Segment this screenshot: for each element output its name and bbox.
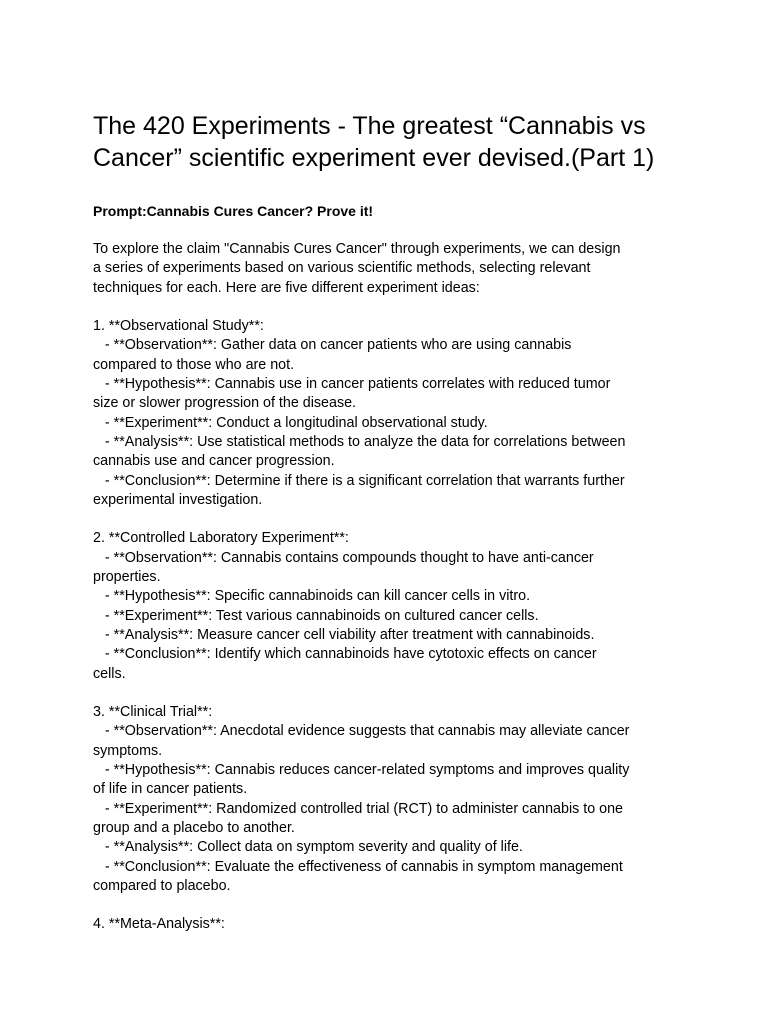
section-line: - **Observation**: Cannabis contains compounds thought to have anti-cancer (93, 549, 594, 566)
section-clinical-trial (93, 703, 693, 896)
section-line: - **Conclusion**: Determine if there is a significant correlation that warrants further (93, 472, 625, 489)
section-line: - **Observation**: Anecdotal evidence suggests that cannabis may alleviate cancer (93, 723, 630, 740)
section-heading: 2. **Controlled Laboratory Experiment**: (93, 530, 349, 547)
section-line: - **Analysis**: Measure cancer cell viability after treatment with cannabinoids. (93, 626, 595, 643)
section-heading: 4. **Meta-Analysis**: (93, 916, 225, 933)
section-line: of life in cancer patients. (93, 781, 248, 798)
section-line: experimental investigation. (93, 491, 263, 508)
section-meta-analysis (93, 915, 693, 934)
section-line: - **Analysis**: Use statistical methods to analyze the data for correlations between (93, 433, 626, 450)
section-line: - **Hypothesis**: Cannabis use in cancer patients correlates with reduced tumor (93, 376, 611, 393)
intro-line: techniques for each. Here are five different experiment ideas: (93, 279, 480, 296)
section-line: - **Experiment**: Conduct a longitudinal observational study. (93, 414, 488, 431)
section-line: cells. (93, 665, 126, 682)
section-heading: 1. **Observational Study**: (93, 318, 264, 335)
section-line: - **Conclusion**: Identify which cannabinoids have cytotoxic effects on cancer (93, 646, 597, 663)
section-line: - **Conclusion**: Evaluate the effectiveness of cannabis in symptom management (93, 858, 623, 875)
section-line: properties. (93, 569, 161, 586)
document-title: The 420 Experiments - The greatest “Cannabis vs Cancer” scientific experiment ever devised.(Part 1) (93, 112, 655, 172)
section-line: - **Analysis**: Collect data on symptom severity and quality of life. (93, 839, 523, 856)
intro-paragraph (93, 240, 693, 298)
section-line: symptoms. (93, 742, 163, 759)
section-line: compared to placebo. (93, 877, 231, 894)
paragraph-spacer (93, 896, 693, 915)
section-line: - **Experiment**: Test various cannabinoids on cultured cancer cells. (93, 607, 539, 624)
document-body (93, 240, 693, 935)
section-line: - **Experiment**: Randomized controlled trial (RCT) to administer cannabis to one (93, 800, 624, 817)
section-observational-study (93, 317, 693, 510)
paragraph-spacer (93, 684, 693, 703)
section-controlled-lab-experiment (93, 529, 693, 683)
section-line: - **Hypothesis**: Cannabis reduces cancer-related symptoms and improves quality (93, 762, 630, 779)
intro-line: To explore the claim "Cannabis Cures Cancer" through experiments, we can design (93, 241, 621, 257)
paragraph-spacer (93, 510, 693, 529)
section-line: - **Hypothesis**: Specific cannabinoids can kill cancer cells in vitro. (93, 588, 531, 605)
intro-line: a series of experiments based on various scientific methods, selecting relevant (93, 260, 591, 277)
prompt-heading: Prompt:Cannabis Cures Cancer? Prove it! (93, 203, 374, 219)
section-line: size or slower progression of the disease. (93, 395, 357, 412)
section-line: cannabis use and cancer progression. (93, 453, 335, 470)
section-heading: 3. **Clinical Trial**: (93, 704, 213, 721)
section-line: - **Observation**: Gather data on cancer patients who are using cannabis (93, 337, 572, 354)
section-line: group and a placebo to another. (93, 819, 295, 836)
paragraph-spacer (93, 298, 693, 317)
section-line: compared to those who are not. (93, 356, 295, 373)
